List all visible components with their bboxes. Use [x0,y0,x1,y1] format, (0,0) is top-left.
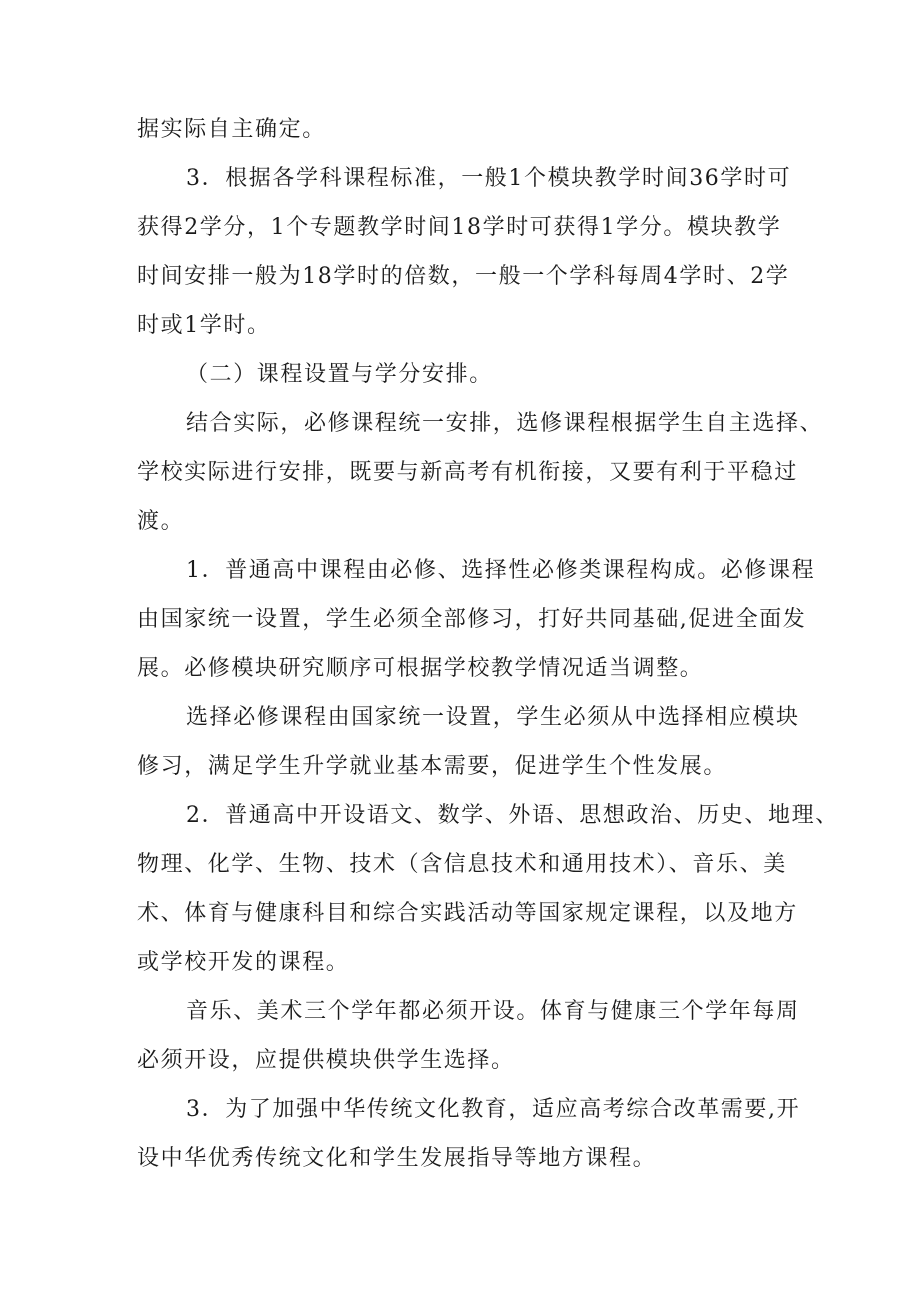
text-line: 时间安排一般为18学时的倍数，一般一个学科每周4学时、2学 [137,264,790,289]
text-line: 设中华优秀传统文化和学生发展指导等地方课程。 [137,1146,657,1171]
text-line: 时或1学时。 [137,313,271,338]
text-line: 选择必修课程由国家统一设置，学生必须从中选择相应模块 [186,705,800,730]
text-line: 物理、化学、生物、技术（含信息技术和通用技术）、音乐、美 [137,852,787,877]
text-line: 音乐、美术三个学年都必须开设。体育与健康三个学年每周 [186,999,800,1024]
text-line: 3．根据各学科课程标准，一般1个模块教学时间36学时可 [186,166,792,191]
text-line: 修习，满足学生升学就业基本需要，促进学生个性发展。 [137,754,728,779]
text-line: 必须开设，应提供模块供学生选择。 [137,1048,515,1073]
text-line: 获得2学分，1个专题教学时间18学时可获得1学分。模块教学 [137,215,782,240]
text-line: 3．为了加强中华传统文化教育，适应高考综合改革需要,开 [186,1097,801,1122]
text-line: 2．普通高中开设语文、数学、外语、思想政治、历史、地理、 [186,803,839,828]
text-line: 术、体育与健康科目和综合实践活动等国家规定课程，以及地方 [137,901,798,926]
text-line: 展。必修模块研究顺序可根据学校教学情况适当调整。 [137,656,704,681]
section-heading: （二）课程设置与学分安排。 [186,362,493,387]
text-line: 1．普通高中课程由必修、选择性必修类课程构成。必修课程 [186,558,816,583]
text-line: 据实际自主确定。 [137,117,326,142]
text-line: 渡。 [137,509,185,534]
text-line: 或学校开发的课程。 [137,950,350,975]
text-line: 学校实际进行安排，既要与新高考有机衔接，又要有利于平稳过 [137,460,798,485]
text-line: 由国家统一设置，学生必须全部修习，打好共同基础,促进全面发 [137,607,807,632]
text-line: 结合实际，必修课程统一安排，选修课程根据学生自主选择、 [186,411,824,436]
